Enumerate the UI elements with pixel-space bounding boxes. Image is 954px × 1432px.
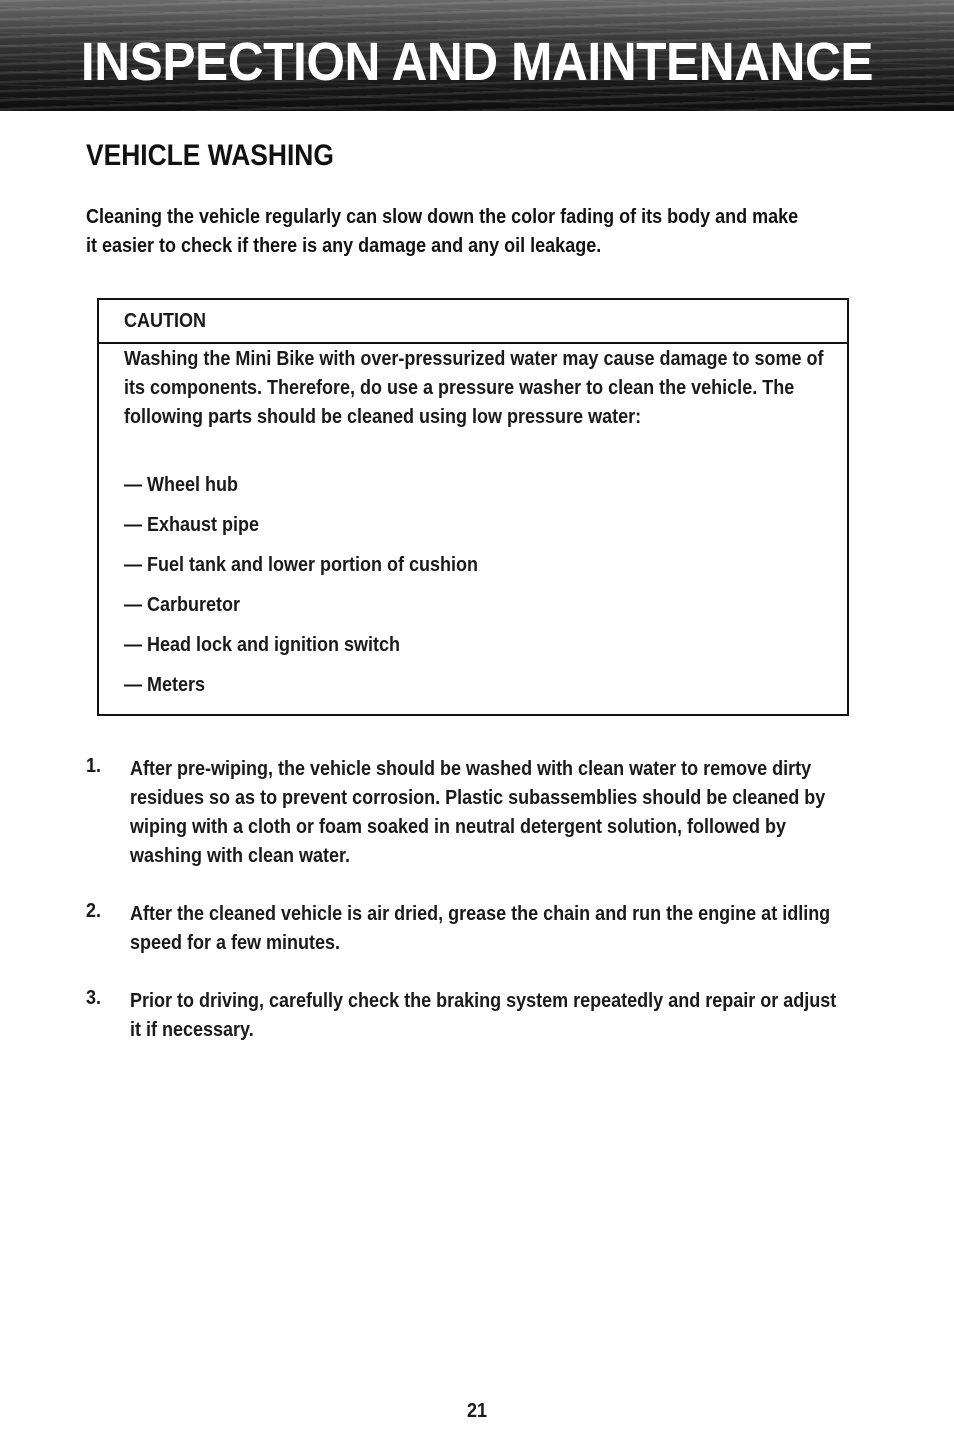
caution-label: CAUTION xyxy=(124,310,206,332)
caution-box xyxy=(97,298,849,716)
page-number: 21 xyxy=(466,1400,488,1422)
header-banner xyxy=(0,0,954,111)
section-title: VEHICLE WASHING xyxy=(86,139,334,172)
caution-list-item: — Meters xyxy=(124,674,206,696)
caution-header xyxy=(99,300,847,344)
caution-text: Washing the Mini Bike with over-pressurized water may cause damage to some of its components. Therefore, do use a pressure washer to clean the vehicle. The following parts should be cleaned using low pressure water: xyxy=(124,348,824,428)
step-text: After pre-wiping, the vehicle should be washed with clean water to remove dirty residues so as to prevent corrosion. Plastic subassemblies should be cleaned by wiping with a cloth or foam soaked in neutral detergent solution, followed by washing with clean water. xyxy=(130,758,826,867)
intro-paragraph: Cleaning the vehicle regularly can slow down the color fading of its body and make it easier to check if there is any damage and any oil leakage. xyxy=(86,206,799,257)
caution-list xyxy=(124,471,517,711)
caution-list-item: — Wheel hub xyxy=(124,474,239,496)
step-number: 3. xyxy=(86,987,102,1009)
caution-list-item: — Fuel tank and lower portion of cushion xyxy=(124,554,479,576)
step-text: After the cleaned vehicle is air dried, grease the chain and run the engine at idling speed for a few minutes. xyxy=(130,903,831,954)
step-number: 1. xyxy=(86,755,102,777)
page-title: INSPECTION AND MAINTENANCE xyxy=(80,32,874,92)
step-text: Prior to driving, carefully check the braking system repeatedly and repair or adjust it if necessary. xyxy=(130,990,837,1041)
caution-list-item: — Carburetor xyxy=(124,594,241,616)
step-number: 2. xyxy=(86,900,102,922)
caution-list-item: — Head lock and ignition switch xyxy=(124,634,401,656)
caution-list-item: — Exhaust pipe xyxy=(124,514,260,536)
